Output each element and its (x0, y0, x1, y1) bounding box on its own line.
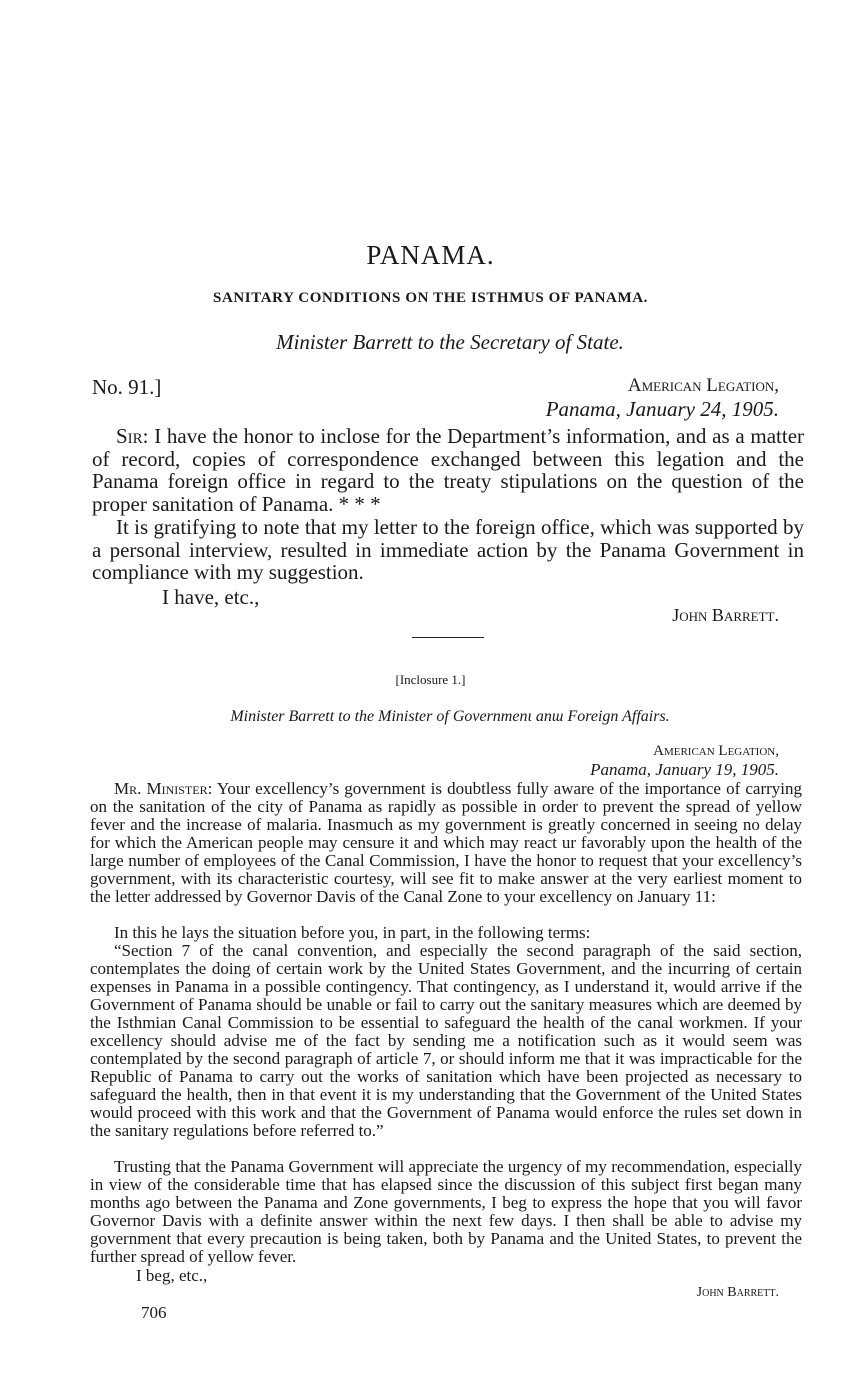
page-title: PANAMA. (366, 240, 495, 270)
letter-closing: I have, etc., (162, 585, 260, 609)
page-number: 706 (141, 1303, 167, 1322)
inclosure-salutation: Mr. Minister: (114, 779, 213, 798)
inclosure-label: [Inclosure 1.] (395, 672, 466, 687)
letter-paragraph-1 (92, 425, 804, 515)
inclosure-closing: I beg, etc., (136, 1266, 208, 1285)
inclosure-quote: “Section 7 of the canal convention, and especially the second paragraph of the said section, contemplates the doing of certain work by the United States Government, and the incurring of certain expenses in Panama in a possible contingency. That contingency, as I understand it, would arrive if the Government of Panama should be unable or fail to carry out the sanitary measures which are deemed by the Isthmian Canal Commission to be essential to safeguard the health of the canal workmen. If your excellency should advise me of the fact by sending me a notification such as it would seem was contemplated by the second paragraph of article 7, or should inform me that it was impracticable for the Republic of Panama to carry out the works of sanitation which have been projected as necessary to safeguard the health, then in that event it is my understanding that the Government of the United States would proceed with this work and that the Government of Panama would enforce the rules set down in the sanitary regulations before referred to.” (90, 941, 802, 1140)
inclosure-heading: Minister Barrett to the Minister of Governmenι anɯ Foreign Affairs. (230, 708, 670, 725)
inclosure-paragraph-1 (90, 780, 802, 906)
inclosure-paragraph-2: In this he lays the situation before you, in part, in the following terms: (114, 923, 591, 942)
paragraph-text: I have the honor to inclose for the Department’s information, and as a matter of record, copies of correspondence exchanged between this legation and the Panama foreign office in regard to the treaty stipulations on the question of the proper sanitation of Panama. * * * (92, 424, 805, 516)
letter-paragraph-2: It is gratifying to note that my letter to the foreign office, which was supported by a personal interview, resulted in immediate action by the Panama Government in compliance with my suggestion. (92, 515, 804, 584)
document-number: No. 91.] (92, 375, 162, 399)
section-subtitle: SANITARY CONDITIONS ON THE ISTHMUS OF PANAMA. (213, 290, 648, 306)
inclosure-paragraph-3: Trusting that the Panama Government will appreciate the urgency of my recommendation, especially in view of the considerable time that has elapsed since the discussion of this subject first began many months ago between the Panama and Zone governments, I beg to express the hope that you will favor Governor Davis with a definite answer within the next few days. I then shall be able to advise my government that every precaution is being taken, both by Panama and the United States, to prevent the further spread of yellow fever. (90, 1157, 802, 1266)
inclosure-signature: John Barrett. (696, 1285, 779, 1300)
salutation: Sir: (116, 424, 149, 448)
paragraph-text: Your excellency’s government is doubtless fully aware of the importance of carrying on the sanitation of the city of Panama as rapidly as possible in order to prevent the spread of yellow fever and the increase of malaria. Inasmuch as my government is greatly concerned in seeing no delay for which the American people may censure it and which may react ur favorably upon the health of the large number of employees of the Canal Commission, I have the honor to request that your excellency’s government, with its characteristic courtesy, will see fit to make answer at the very earliest moment to the letter addressed by Governor Davis of the Canal Zone to your excellency on January 11: (90, 779, 802, 906)
signature: John Barrett. (672, 605, 779, 625)
legation-address: American Legation, (627, 375, 779, 396)
section-divider (412, 637, 484, 638)
inclosure-date: Panama, January 19, 1905. (590, 760, 779, 779)
letter-date: Panama, January 24, 1905. (545, 397, 779, 421)
inclosure-legation: American Legation, (653, 743, 779, 759)
letter-heading: Minister Barrett to the Secretary of State. (276, 330, 624, 354)
